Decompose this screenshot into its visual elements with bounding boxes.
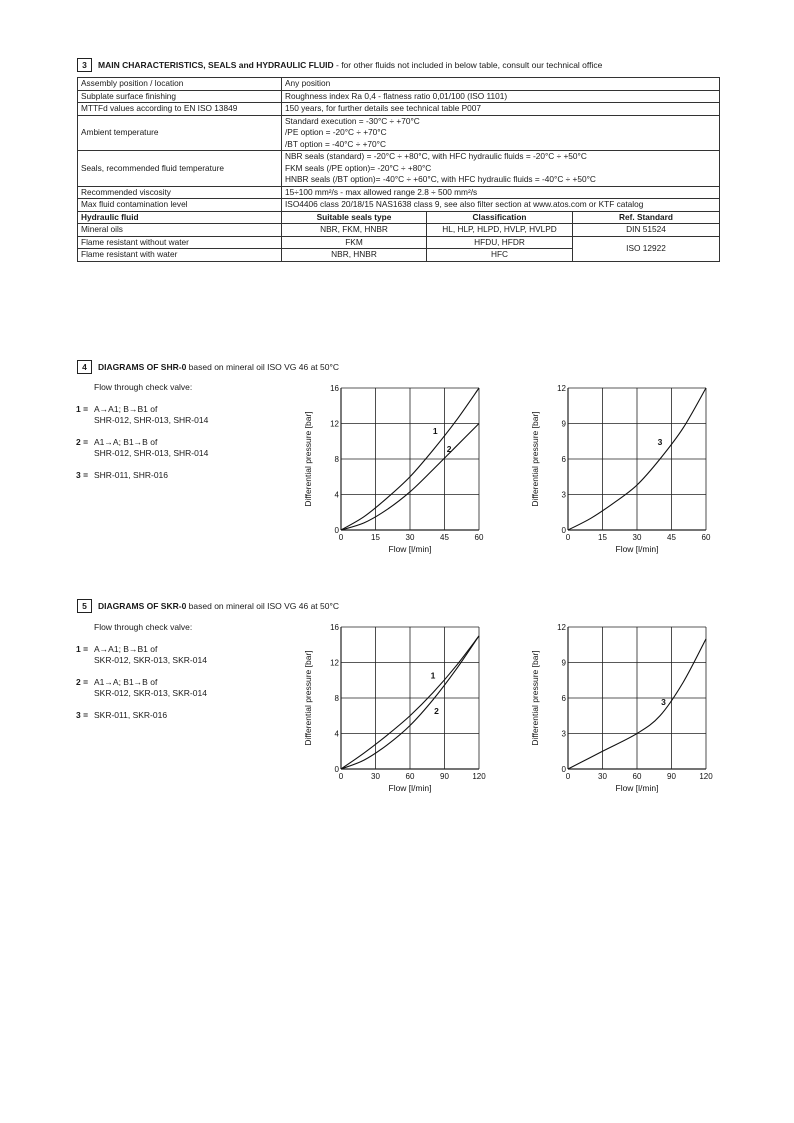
legend-item-number: 1 =: [76, 404, 89, 414]
legend-item: [76, 677, 207, 699]
y-tick-label: 16: [330, 623, 339, 632]
table-row: [78, 199, 720, 212]
y-axis-label: Differential pressure [bar]: [303, 411, 313, 507]
section-subtitle: based on mineral oil ISO VG 46 at 50°C: [186, 601, 340, 611]
column-header: Ref. Standard: [573, 211, 720, 224]
legend-item-text: SKR-012, SKR-013, SKR-014: [94, 688, 207, 698]
row-label: Assembly position / location: [78, 78, 282, 91]
fluid-name: Flame resistant without water: [78, 236, 282, 249]
fluid-row: [78, 236, 720, 249]
fluid-header-row: [78, 211, 720, 224]
row-label: Seals, recommended fluid temperature: [78, 151, 282, 187]
row-label: Max fluid contamination level: [78, 199, 282, 212]
section-5-heading: [77, 599, 339, 613]
table-row: [78, 115, 720, 151]
y-axis-label: Differential pressure [bar]: [530, 411, 540, 507]
x-tick-label: 0: [338, 772, 344, 781]
row-value-line: Any position: [285, 78, 331, 88]
x-axis-label: Flow [l/min]: [388, 783, 432, 793]
column-header: Classification: [427, 211, 573, 224]
x-tick-label: 45: [667, 533, 676, 542]
section-title: DIAGRAMS OF SKR-0: [98, 601, 187, 611]
y-tick-label: 16: [330, 384, 339, 393]
row-value-line: NBR seals (standard) = -20°C ÷ +80°C, with HFC hydraulic fluids = -20°C ÷ +50°C: [285, 151, 587, 161]
y-tick-label: 8: [334, 455, 339, 464]
x-tick-label: 30: [405, 533, 415, 542]
legend-item-number: 2 =: [76, 437, 89, 447]
section-number: 3: [77, 58, 92, 72]
legend-item-number: 3 =: [76, 470, 89, 480]
row-value: [282, 78, 720, 91]
y-axis-label: Differential pressure [bar]: [303, 650, 313, 746]
x-tick-label: 0: [338, 533, 344, 542]
section-subtitle: based on mineral oil ISO VG 46 at 50°C: [186, 362, 340, 372]
table-row: [78, 103, 720, 116]
row-value: [282, 115, 720, 151]
skr-diagram-curve-3: [523, 619, 723, 791]
section-title: MAIN CHARACTERISTICS, SEALS and HYDRAULIC FLUID: [98, 60, 334, 70]
x-tick-label: 60: [701, 533, 711, 542]
y-tick-label: 6: [561, 694, 566, 703]
row-value: [282, 186, 720, 199]
row-label: Recommended viscosity: [78, 186, 282, 199]
row-value: [282, 103, 720, 116]
fluid-standard: DIN 51524: [573, 224, 720, 237]
x-tick-label: 0: [565, 533, 571, 542]
x-tick-label: 30: [632, 533, 642, 542]
fluid-row: [78, 224, 720, 237]
y-axis-label: Differential pressure [bar]: [530, 650, 540, 746]
row-value: [282, 151, 720, 187]
row-label: Ambient temperature: [78, 115, 282, 151]
row-value-line: Roughness index Ra 0,4 - flatness ratio 0,01/100 (ISO 1101): [285, 90, 508, 101]
row-value: [282, 90, 720, 103]
y-tick-label: 4: [334, 729, 339, 739]
y-tick-label: 4: [334, 490, 339, 500]
x-tick-label: 60: [474, 533, 484, 542]
section-3-heading: [77, 58, 602, 72]
fluid-classification: HL, HLP, HLPD, HVLP, HVLPD: [427, 224, 573, 237]
x-tick-label: 90: [667, 772, 676, 781]
fluid-seals: NBR, HNBR: [282, 249, 427, 262]
skr-diagram-curves-1-2: [296, 619, 496, 791]
y-tick-label: 3: [561, 729, 566, 739]
y-tick-label: 9: [561, 419, 566, 429]
legend-item-text: SKR-012, SKR-013, SKR-014: [94, 655, 207, 665]
x-axis-label: Flow [l/min]: [615, 783, 659, 793]
row-value-line: HNBR seals (/BT option)= -40°C ÷ +60°C, with HFC hydraulic fluids = -40°C ÷ +50°C: [285, 174, 596, 184]
table-row: [78, 78, 720, 91]
y-tick-label: 0: [561, 526, 566, 535]
x-tick-label: 60: [405, 772, 415, 781]
fluid-seals: NBR, FKM, HNBR: [282, 224, 427, 237]
legend-intro: Flow through check valve:: [94, 622, 193, 632]
section-4-heading: [77, 360, 339, 374]
legend-item-number: 1 =: [76, 644, 89, 654]
series-label: 1: [430, 670, 436, 681]
legend-intro: Flow through check valve:: [94, 382, 193, 392]
fluid-seals: FKM: [282, 236, 427, 249]
shr-diagram-curve-3: [523, 380, 723, 552]
x-axis-label: Flow [l/min]: [615, 544, 659, 554]
x-tick-label: 30: [371, 772, 380, 781]
fluid-classification: HFC: [427, 249, 573, 262]
legend-item-number: 3 =: [76, 710, 89, 720]
legend-item: [76, 404, 208, 426]
row-value-line: 150 years, for further details see technical table P007: [285, 103, 482, 113]
legend-item-text: A1→A; B1→B of: [94, 437, 158, 447]
x-axis-label: Flow [l/min]: [388, 544, 432, 554]
x-tick-label: 0: [565, 772, 571, 781]
series-label: 1: [432, 426, 438, 437]
fluid-name: Mineral oils: [78, 224, 282, 237]
y-tick-label: 12: [330, 658, 339, 668]
legend-item-number: 2 =: [76, 677, 89, 687]
x-tick-label: 60: [632, 772, 642, 781]
legend-item-text: A→A1; B→B1 of: [94, 644, 158, 654]
legend-item: [76, 710, 207, 721]
legend-item-text: SHR-012, SHR-013, SHR-014: [94, 448, 209, 458]
x-tick-label: 45: [440, 533, 449, 542]
row-label: MTTFd values according to EN ISO 13849: [78, 103, 282, 116]
y-tick-label: 3: [561, 490, 566, 500]
x-tick-label: 90: [440, 772, 449, 781]
series-label: 2: [434, 705, 439, 716]
fluid-name: Flame resistant with water: [78, 249, 282, 262]
y-tick-label: 0: [334, 765, 339, 774]
legend-item-text: A1→A; B1→B of: [94, 677, 158, 687]
row-value: [282, 199, 720, 212]
y-tick-label: 12: [330, 419, 339, 429]
row-value-line: 15÷100 mm²/s - max allowed range 2.8 ÷ 500 mm²/s: [285, 186, 478, 197]
x-tick-label: 120: [472, 772, 486, 781]
y-tick-label: 8: [334, 694, 339, 703]
shr-diagram-curves-1-2: [296, 380, 496, 552]
row-value-line: Standard execution = -30°C ÷ +70°C: [285, 115, 420, 126]
y-tick-label: 0: [561, 765, 566, 774]
x-tick-label: 15: [598, 533, 607, 542]
section-title: DIAGRAMS OF SHR-0: [98, 362, 187, 372]
legend-item-text: A→A1; B→B1 of: [94, 404, 158, 414]
y-tick-label: 6: [561, 455, 566, 464]
section-subtitle: - for other fluids not included in below table, consult our technical office: [333, 60, 603, 70]
shr-legend-text: [76, 382, 208, 492]
legend-item: [76, 644, 207, 666]
legend-item-text: SHR-012, SHR-013, SHR-014: [94, 415, 209, 425]
table-row: [78, 151, 720, 187]
x-tick-label: 30: [598, 772, 607, 781]
y-tick-label: 9: [561, 658, 566, 668]
series-label: 2: [446, 443, 452, 454]
row-value-line: ISO4406 class 20/18/15 NAS1638 class 9, see also filter section at www.atos.com or KTF catalog: [285, 199, 644, 209]
series-label: 3: [657, 436, 663, 447]
y-tick-label: 0: [334, 526, 339, 535]
fluid-standard: ISO 12922: [573, 236, 720, 261]
section-number: 5: [77, 599, 92, 613]
column-header: Hydraulic fluid: [78, 211, 282, 224]
characteristics-table: [77, 77, 720, 262]
section-number: 4: [77, 360, 92, 374]
fluid-classification: HFDU, HFDR: [427, 236, 573, 249]
row-value-line: FKM seals (/PE option)= -20°C ÷ +80°C: [285, 162, 432, 173]
skr-legend-text: [76, 622, 207, 732]
y-tick-label: 12: [557, 623, 566, 632]
legend-item: [76, 437, 208, 459]
row-value-line: /BT option = -40°C ÷ +70°C: [285, 138, 386, 149]
legend-item: [76, 470, 208, 481]
x-tick-label: 120: [699, 772, 713, 781]
table-row: [78, 90, 720, 103]
series-label: 3: [661, 697, 666, 708]
x-tick-label: 15: [371, 533, 380, 542]
legend-item-text: SHR-011, SHR-016: [94, 470, 169, 480]
row-label: Subplate surface finishing: [78, 90, 282, 103]
row-value-line: /PE option = -20°C ÷ +70°C: [285, 127, 387, 137]
legend-item-text: SKR-011, SKR-016: [94, 710, 168, 720]
y-tick-label: 12: [557, 384, 566, 393]
column-header: Suitable seals type: [282, 211, 427, 224]
table-row: [78, 186, 720, 199]
